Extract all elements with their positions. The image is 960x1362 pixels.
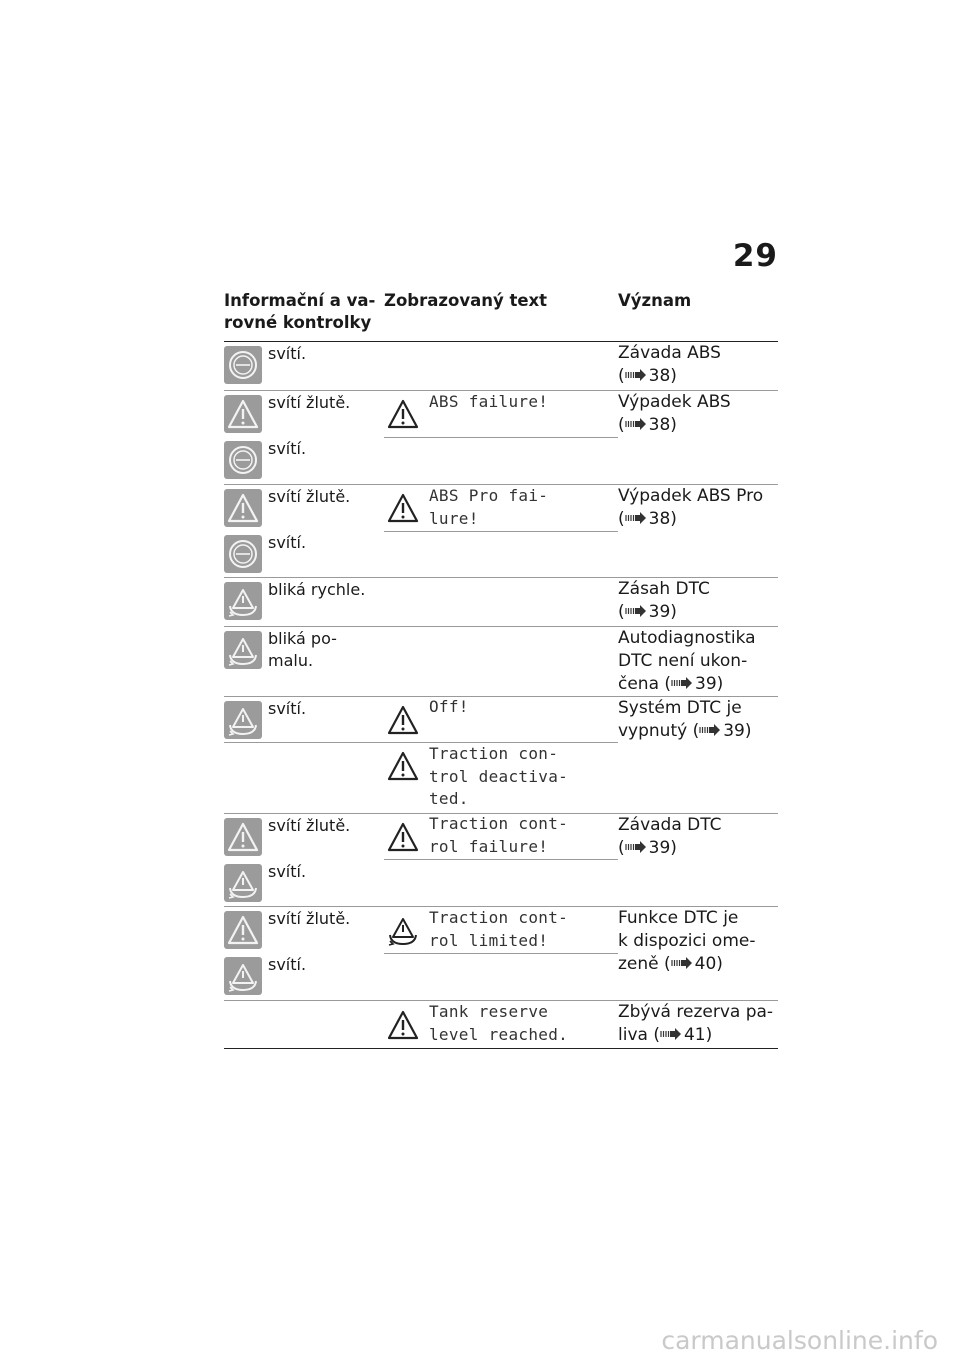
page-reference[interactable]: 38): [648, 415, 677, 435]
header-indicator-lamps: Informační a va- rovné kontrolky: [224, 291, 376, 332]
header-meaning: Význam: [618, 291, 692, 310]
display-message: ABS Pro fai- lure!: [429, 486, 549, 528]
abs-icon: [224, 346, 262, 384]
display-message: Tank reserve level reached.: [429, 1002, 569, 1044]
warning-triangle-icon: [384, 818, 422, 856]
abs-icon: [224, 441, 262, 479]
meaning: Zásah DTC ( 39): [618, 579, 710, 622]
lamp-state: svítí.: [268, 699, 307, 718]
watermark: carmanualsonline.info: [661, 1326, 938, 1355]
page-reference[interactable]: 40): [694, 954, 723, 974]
meaning: Systém DTC je vypnutý ( 39): [618, 698, 752, 741]
lamp-state: svítí.: [268, 344, 307, 363]
warning-triangle-icon: [384, 489, 422, 527]
page-reference[interactable]: 39): [723, 721, 752, 741]
lamp-state: svítí žlutě.: [268, 816, 351, 835]
table-divider: [384, 859, 618, 860]
abs-icon: [224, 535, 262, 573]
reference-arrow-icon: [625, 369, 647, 381]
warning-triangle-icon: [224, 395, 262, 433]
display-message: Off!: [429, 697, 469, 716]
meaning: Výpadek ABS Pro ( 38): [618, 486, 764, 529]
warning-triangle-icon: [384, 395, 422, 433]
page-reference[interactable]: 39): [648, 838, 677, 858]
reference-arrow-icon: [625, 841, 647, 853]
reference-arrow-icon: [671, 677, 693, 689]
warning-triangle-icon: [384, 747, 422, 785]
table-bottom-border: [224, 1048, 778, 1049]
meaning: Funkce DTC je k dispozici ome- zeně ( 40): [618, 908, 756, 974]
warning-triangle-icon: [224, 818, 262, 856]
page-reference[interactable]: 41): [683, 1025, 713, 1045]
meaning: Výpadek ABS ( 38): [618, 392, 731, 435]
lamp-state: bliká rychle.: [268, 580, 366, 599]
meaning: Závada ABS ( 38): [618, 343, 721, 386]
table-divider: [384, 437, 618, 438]
meaning: Závada DTC ( 39): [618, 815, 722, 858]
display-message: Traction con- trol deactiva- ted.: [429, 744, 569, 808]
warning-triangle-icon: [384, 701, 422, 739]
display-message: ABS failure!: [429, 392, 549, 411]
meaning: Zbývá rezerva pa- liva ( 41): [618, 1002, 774, 1045]
dtc-icon: [224, 631, 262, 669]
lamp-state: svítí.: [268, 955, 307, 974]
table-divider: [384, 531, 618, 532]
display-message: Traction cont- rol limited!: [429, 908, 569, 950]
lamp-state: svítí.: [268, 533, 307, 552]
lamp-state: svítí.: [268, 439, 307, 458]
reference-arrow-icon: [625, 418, 647, 430]
reference-arrow-icon: [699, 724, 721, 736]
reference-arrow-icon: [625, 605, 647, 617]
lamp-state: bliká po- malu.: [268, 629, 337, 670]
display-message: Traction cont- rol failure!: [429, 814, 569, 856]
reference-arrow-icon: [660, 1028, 682, 1040]
dtc-icon: [384, 911, 422, 949]
reference-arrow-icon: [671, 957, 693, 969]
warning-triangle-icon: [224, 911, 262, 949]
page-reference[interactable]: 38): [648, 509, 677, 529]
page-reference[interactable]: 39): [695, 674, 724, 694]
warning-triangle-icon: [384, 1006, 422, 1044]
lamp-state: svítí.: [268, 862, 307, 881]
meaning: Autodiagnostika DTC není ukon- čena ( 39): [618, 628, 756, 694]
lamp-state: svítí žlutě.: [268, 393, 351, 412]
page-reference[interactable]: 39): [648, 602, 677, 622]
dtc-icon: [224, 582, 262, 620]
dtc-icon: [224, 864, 262, 902]
dtc-icon: [224, 957, 262, 995]
lamp-state: svítí žlutě.: [268, 487, 351, 506]
dtc-icon: [224, 701, 262, 739]
page-number: 29: [732, 238, 778, 274]
reference-arrow-icon: [625, 512, 647, 524]
warning-triangle-icon: [224, 489, 262, 527]
lamp-state: svítí žlutě.: [268, 909, 351, 928]
header-display-text: Zobrazovaný text: [384, 291, 548, 310]
table-divider: [384, 953, 618, 954]
page-reference[interactable]: 38): [648, 366, 677, 386]
